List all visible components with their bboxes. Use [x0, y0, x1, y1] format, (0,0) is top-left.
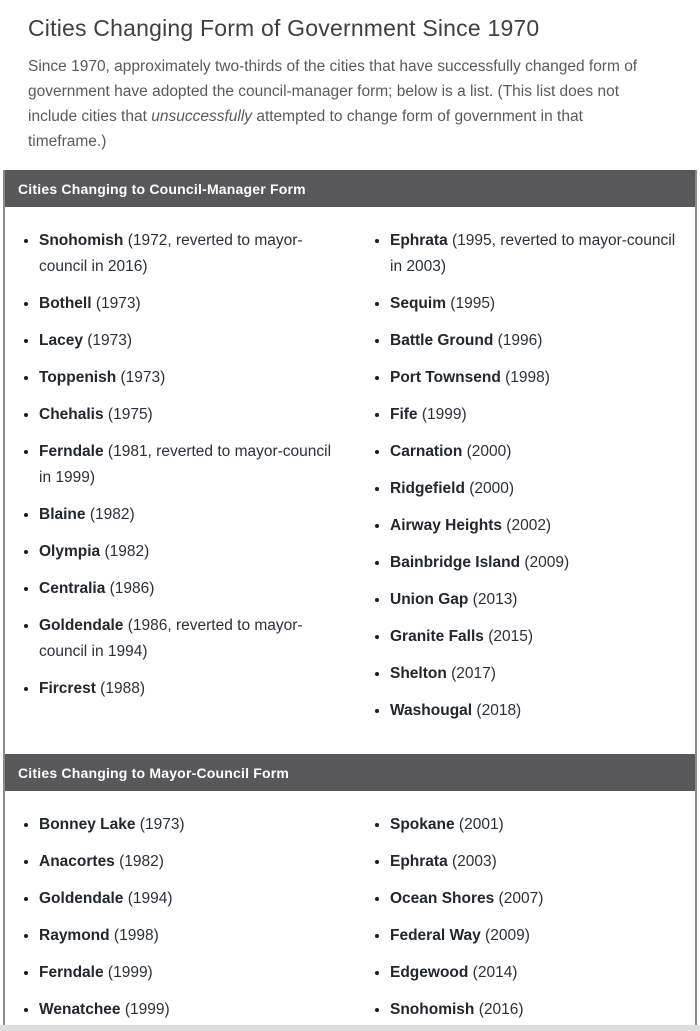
section-header-council-manager: Cities Changing to Council-Manager Form: [5, 170, 695, 207]
city-name: Ferndale: [39, 964, 104, 981]
city-name: Federal Way: [390, 927, 481, 944]
city-name: Airway Heights: [390, 517, 502, 534]
city-detail: (1999): [103, 964, 153, 981]
list-item: [390, 364, 681, 391]
intro-text-after: attempted to change form of government in that timeframe.): [28, 108, 583, 150]
city-name: Edgewood: [390, 964, 469, 981]
list-item: [39, 227, 336, 280]
list-item: [39, 922, 336, 949]
city-detail: (1986, reverted to mayor-council in 1994): [39, 617, 303, 660]
list-item: [390, 227, 681, 280]
city-detail: (1982): [114, 853, 164, 870]
city-name: Ephrata: [390, 232, 448, 249]
list-item: [390, 922, 681, 949]
city-name: Snohomish: [390, 1001, 475, 1018]
city-detail: (1973): [91, 295, 141, 312]
list-item: [39, 438, 336, 491]
city-name: Fircrest: [39, 680, 96, 697]
city-list: [350, 811, 695, 1023]
list-item: [390, 401, 681, 428]
city-detail: (2017): [446, 665, 496, 682]
government-change-table: [3, 170, 697, 1025]
city-name: Olympia: [39, 543, 101, 560]
city-name: Spokane: [390, 816, 455, 833]
city-name: Fife: [390, 406, 418, 423]
city-name: Wenatchee: [39, 1001, 121, 1018]
city-detail: (1982): [100, 543, 150, 560]
city-name: Union Gap: [390, 591, 469, 608]
list-item: [39, 364, 336, 391]
city-name: Toppenish: [39, 369, 117, 386]
list-item: [39, 996, 336, 1023]
mayor-council-list-area: [5, 791, 695, 1025]
list-item: [39, 848, 336, 875]
intro-text-italic: unsuccessfully: [151, 108, 253, 125]
city-name: Blaine: [39, 506, 86, 523]
city-detail: (1972, reverted to mayor-council in 2016): [39, 232, 303, 275]
list-item: [390, 475, 681, 502]
city-detail: (2016): [474, 1001, 524, 1018]
list-item: [39, 675, 336, 702]
city-detail: (1973): [82, 332, 133, 349]
city-detail: (1986): [105, 580, 155, 597]
city-detail: (2007): [494, 890, 544, 907]
city-name: Centralia: [39, 580, 106, 597]
list-item: [390, 959, 681, 986]
city-name: Granite Falls: [390, 628, 484, 645]
city-detail: (2009): [480, 927, 530, 944]
city-name: Bonney Lake: [39, 816, 136, 833]
list-item: [39, 811, 336, 838]
city-name: Shelton: [390, 665, 447, 682]
intro-paragraph: [28, 54, 658, 154]
city-name: Bainbridge Island: [390, 554, 521, 571]
city-detail: (1973): [135, 816, 185, 833]
city-name: Port Townsend: [390, 369, 501, 386]
list-item: [390, 697, 681, 724]
city-name: Sequim: [390, 295, 446, 312]
list-item: [39, 290, 336, 317]
city-name: Ridgefield: [390, 480, 465, 497]
list-item: [390, 811, 681, 838]
list-item: [390, 885, 681, 912]
list-item: [39, 327, 336, 354]
city-detail: (1995, reverted to mayor-council in 2003): [390, 232, 676, 275]
list-item: [390, 848, 681, 875]
section-header-mayor-council: Cities Changing to Mayor-Council Form: [5, 754, 695, 791]
city-detail: (1981, reverted to mayor-council in 1999): [39, 443, 332, 486]
city-name: Ocean Shores: [390, 890, 495, 907]
mayor-council-left-column: [5, 799, 350, 1025]
list-item: [390, 623, 681, 650]
list-item: [39, 575, 336, 602]
council-manager-list-area: [5, 207, 695, 754]
council-manager-right-column: [350, 215, 695, 734]
city-detail: (1998): [109, 927, 159, 944]
list-item: [39, 959, 336, 986]
city-detail: (2001): [454, 816, 504, 833]
city-name: Anacortes: [39, 853, 115, 870]
list-item: [390, 586, 681, 613]
city-detail: (2000): [462, 443, 512, 460]
list-item: [390, 512, 681, 539]
city-detail: (1996): [493, 332, 543, 349]
list-item: [390, 438, 681, 465]
city-detail: (2018): [472, 702, 522, 719]
list-item: [390, 290, 681, 317]
city-name: Raymond: [39, 927, 110, 944]
city-detail: (2009): [520, 554, 570, 571]
intro-text-before: Since 1970, approximately two-thirds of the cities that have successfully changed form of government have adopted the council-manager form; below is a list. (This list does not include cities that: [28, 58, 638, 125]
city-name: Snohomish: [39, 232, 124, 249]
city-detail: (1988): [95, 680, 145, 697]
list-item: [390, 996, 681, 1023]
city-name: Goldendale: [39, 617, 124, 634]
city-detail: (1995): [445, 295, 496, 312]
city-detail: (1994): [123, 890, 173, 907]
list-item: [39, 501, 336, 528]
list-item: [390, 660, 681, 687]
city-detail: (1999): [120, 1001, 170, 1018]
city-name: Lacey: [39, 332, 83, 349]
city-list: [350, 227, 695, 724]
city-name: Goldendale: [39, 890, 124, 907]
city-list: [5, 227, 350, 702]
city-name: Battle Ground: [390, 332, 494, 349]
city-list: [5, 811, 350, 1023]
city-detail: (1982): [85, 506, 135, 523]
city-detail: (1973): [116, 369, 166, 386]
city-name: Ferndale: [39, 443, 104, 460]
city-detail: (2014): [468, 964, 518, 981]
city-detail: (1998): [500, 369, 550, 386]
city-name: Bothell: [39, 295, 92, 312]
list-item: [390, 549, 681, 576]
city-name: Ephrata: [390, 853, 448, 870]
council-manager-left-column: [5, 215, 350, 734]
city-detail: (2015): [483, 628, 534, 645]
list-item: [39, 885, 336, 912]
city-name: Carnation: [390, 443, 463, 460]
mayor-council-right-column: [350, 799, 695, 1025]
city-detail: (2000): [464, 480, 515, 497]
list-item: [390, 327, 681, 354]
list-item: [39, 401, 336, 428]
city-detail: (1999): [417, 406, 467, 423]
city-detail: (2002): [501, 517, 552, 534]
city-name: Chehalis: [39, 406, 104, 423]
city-detail: (2013): [468, 591, 518, 608]
list-item: [39, 612, 336, 665]
city-detail: (2003): [447, 853, 497, 870]
city-name: Washougal: [390, 702, 473, 719]
page-title: Cities Changing Form of Government Since 1970: [28, 15, 540, 41]
list-item: [39, 538, 336, 565]
city-detail: (1975): [103, 406, 153, 423]
